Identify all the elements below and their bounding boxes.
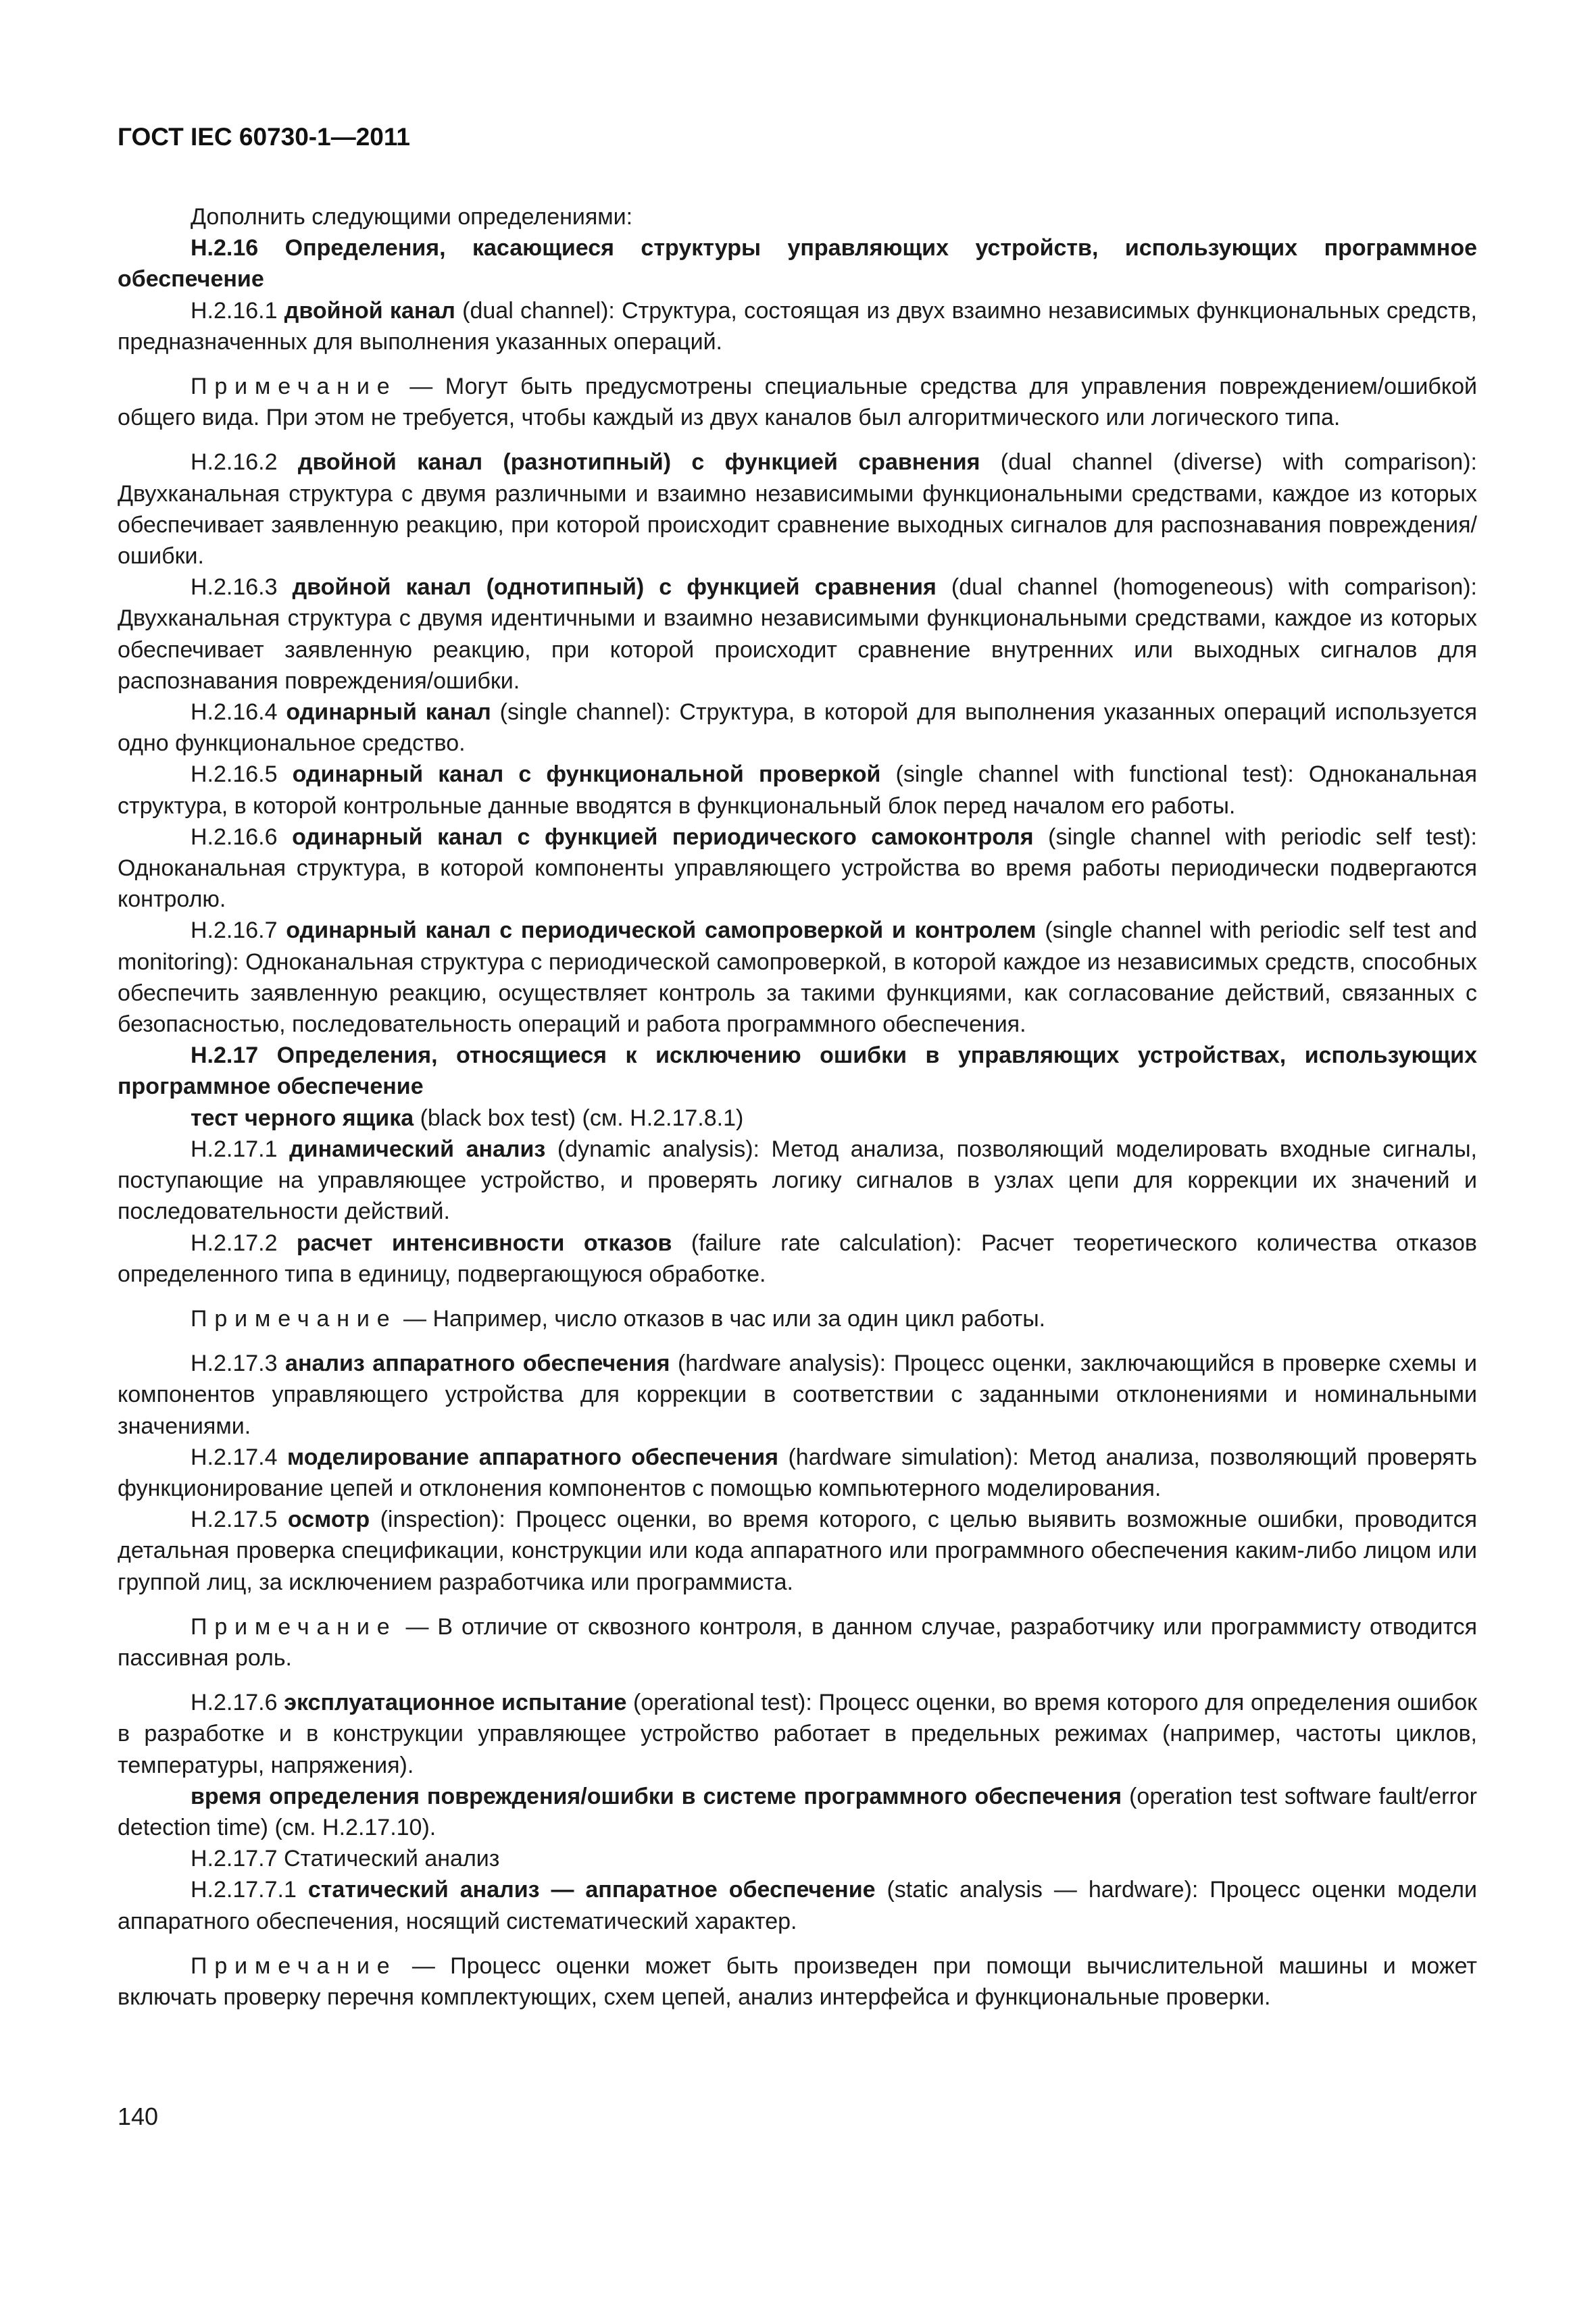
term: расчет интенсивности отказов [296,1230,672,1256]
text-run: H.2.16.3 [191,574,293,601]
text-run: H.2.16.5 [191,761,293,788]
page-number: 140 [118,2103,159,2130]
note-label: Примечание [191,374,397,400]
text-run: H.2.17 Определения, относящиеся к исключению ошибки в управляющих устройствах, использующих программное обеспечение [118,1042,1477,1100]
text-run: H.2.17.7.1 [191,1877,308,1903]
text-run: Дополнить следующими определениями: [191,204,633,230]
definition-paragraph [118,1687,1477,1781]
term: одинарный канал с периодической самопроверкой и контролем [286,917,1037,944]
text-run: — Процесс оценки может быть произведен при помощи вычислительной машины и может включать проверку перечня комплектующих, схем цепей, анализ интерфейса и функциональные проверки. [118,1953,1477,2010]
text-run: (failure rate calculation): Расчет теоретического количества отказов определенного типа в единицу, подвергающуюся обработке. [118,1230,1477,1287]
text-run: (static analysis — hardware): Процесс оценки модели аппаратного обеспечения, носящий систематический характер. [118,1877,1477,1934]
text-run: H.2.17.1 [191,1136,290,1162]
text-run: H.2.17.2 [191,1230,297,1256]
text-run: H.2.17.5 [191,1507,288,1533]
note-paragraph [118,1303,1477,1334]
note-paragraph [118,371,1477,433]
text-run: (single channel with periodic self test and monitoring): Одноканальная структура с периодической самопроверкой, в которой каждое из независимых средств, способных обеспечить заявленную реакцию, осуществляет контроль за такими функциями, как согласование действий, связанных с безопасностью, последовательность операций и работа программного обеспечения. [118,917,1478,1038]
section-heading [118,232,1477,295]
note-paragraph [118,1611,1477,1674]
definition-paragraph [118,1348,1477,1442]
definition-paragraph [118,1442,1477,1504]
text-run: (single channel with periodic self test): Одноканальная структура, в которой компоненты управляющего устройства во время работы периодически подвергаются контролю. [118,824,1478,913]
text-run: (black box test) (см. H.2.17.8.1) [414,1105,744,1131]
text-run: — Например, число отказов в час или за один цикл работы. [397,1305,1046,1332]
text-run: H.2.17.3 [191,1351,286,1377]
document-header: ГОСТ IEC 60730-1—2011 [118,123,410,151]
definition-paragraph [118,1103,1477,1134]
definition-paragraph [118,295,1477,357]
definition-paragraph [118,915,1477,1040]
term: двойной канал (однотипный) с функцией сравнения [292,574,937,601]
term: динамический анализ [289,1136,546,1162]
note-label: Примечание [191,1305,397,1332]
text-run: H.2.17.4 [191,1444,288,1470]
text-run: H.2.16.1 [191,297,284,324]
text-run: — В отличие от сквозного контроля, в данном случае, разработчику или программисту отводится пассивная роль. [118,1613,1477,1671]
text-run: H.2.17.6 [191,1690,284,1716]
text-run: H.2.16.4 [191,699,286,726]
term: двойной канал (разнотипный) с функцией сравнения [297,449,980,476]
text-run: (dual channel (diverse) with comparison): Двухканальная структура с двумя различными и взаимно независимыми функциональными средствами, каждое из которых обеспечивает заявленную реакцию, при которой происходит сравнение выходных сигналов для распознавания повреждения/ошибки. [118,449,1477,570]
text-run: H.2.16.7 [191,917,286,944]
text-run: (single channel with functional test): Одноканальная структура, в которой контрольные данные вводятся в функциональный блок перед началом его работы. [118,761,1477,819]
note-label: Примечание [191,1613,397,1640]
text-run: (operational test): Процесс оценки, во время которого для определения ошибок в разработке и в конструкции управляющее устройство работает в предельных режимах (например, частоты циклов, температуры, напряжения). [118,1690,1477,1778]
text-run: (dual channel): Структура, состоящая из двух взаимно независимых функциональных средств, предназначенных для выполнения указанных операций. [118,297,1478,355]
text-run: H.2.16.2 [191,449,298,476]
definition-paragraph [118,1781,1477,1843]
document-body [118,201,1477,2013]
text-run: (operation test software fault/error detection time) (см. H.2.17.10). [118,1783,1477,1840]
term: двойной канал [284,297,455,324]
term: одинарный канал с функцией периодического самоконтроля [292,824,1034,850]
text-run: H.2.17.7 Статический анализ [191,1846,500,1872]
definition-paragraph [118,447,1477,572]
text-run: H.2.16 Определения, касающиеся структуры управляющих устройств, использующих программное обеспечение [118,235,1477,293]
definition-paragraph [118,1843,1477,1874]
term: одинарный канал с функциональной проверкой [292,761,881,788]
definition-paragraph [118,572,1477,697]
definition-paragraph [118,1874,1477,1936]
text-run: — Могут быть предусмотрены специальные средства для управления повреждением/ошибкой общего вида. При этом не требуется, чтобы каждый из двух каналов был алгоритмического или логического типа. [118,374,1477,431]
definition-paragraph [118,1228,1477,1290]
definition-paragraph [118,1134,1477,1228]
definition-paragraph [118,201,1477,232]
term: анализ аппаратного обеспечения [285,1351,670,1377]
term: эксплуатационное испытание [284,1690,627,1716]
text-run: (dual channel (homogeneous) with comparison): Двухканальная структура с двумя идентичными и взаимно независимыми функциональными средствами, каждое из которых обеспечивает заявленную реакцию, при которой происходит сравнение внутренних или выходных сигналов для распознавания повреждения/ошибки. [118,574,1477,694]
note-paragraph [118,1951,1477,2013]
term: осмотр [287,1507,370,1533]
note-label: Примечание [191,1953,397,1979]
text-run: (single channel): Структура, в которой для выполнения указанных операций используется одно функциональное средство. [118,699,1477,757]
term: тест черного ящика [191,1105,414,1131]
text-run: H.2.16.6 [191,824,293,850]
term: время определения повреждения/ошибки в системе программного обеспечения [191,1783,1122,1809]
text-run: (dynamic analysis): Метод анализа, позволяющий моделировать входные сигналы, поступающие на управляющее устройство, и проверять логику сигналов в узлах цепи для коррекции их значений и последовательности действий. [118,1136,1477,1225]
section-heading [118,1040,1477,1102]
text-run: (hardware simulation): Метод анализа, позволяющий проверять функционирование цепей и отклонения компонентов с помощью компьютерного моделирования. [118,1444,1477,1501]
text-run: (inspection): Процесс оценки, во время которого, с целью выявить возможные ошибки, проводится детальная проверка спецификации, конструкции или кода аппаратного или программного обеспечения каким-либо лицом или группой лиц, за исключением разработчика или программиста. [118,1507,1478,1595]
term: статический анализ — аппаратное обеспечение [307,1877,876,1903]
definition-paragraph [118,759,1477,821]
text-run: (hardware analysis): Процесс оценки, заключающийся в проверке схемы и компонентов управляющего устройства для коррекции в соответствии с заданными отклонениями и номинальными значениями. [118,1351,1477,1439]
term: одинарный канал [286,699,491,726]
term: моделирование аппаратного обеспечения [287,1444,778,1470]
definition-paragraph [118,822,1477,915]
definition-paragraph [118,1504,1477,1598]
definition-paragraph [118,697,1477,759]
